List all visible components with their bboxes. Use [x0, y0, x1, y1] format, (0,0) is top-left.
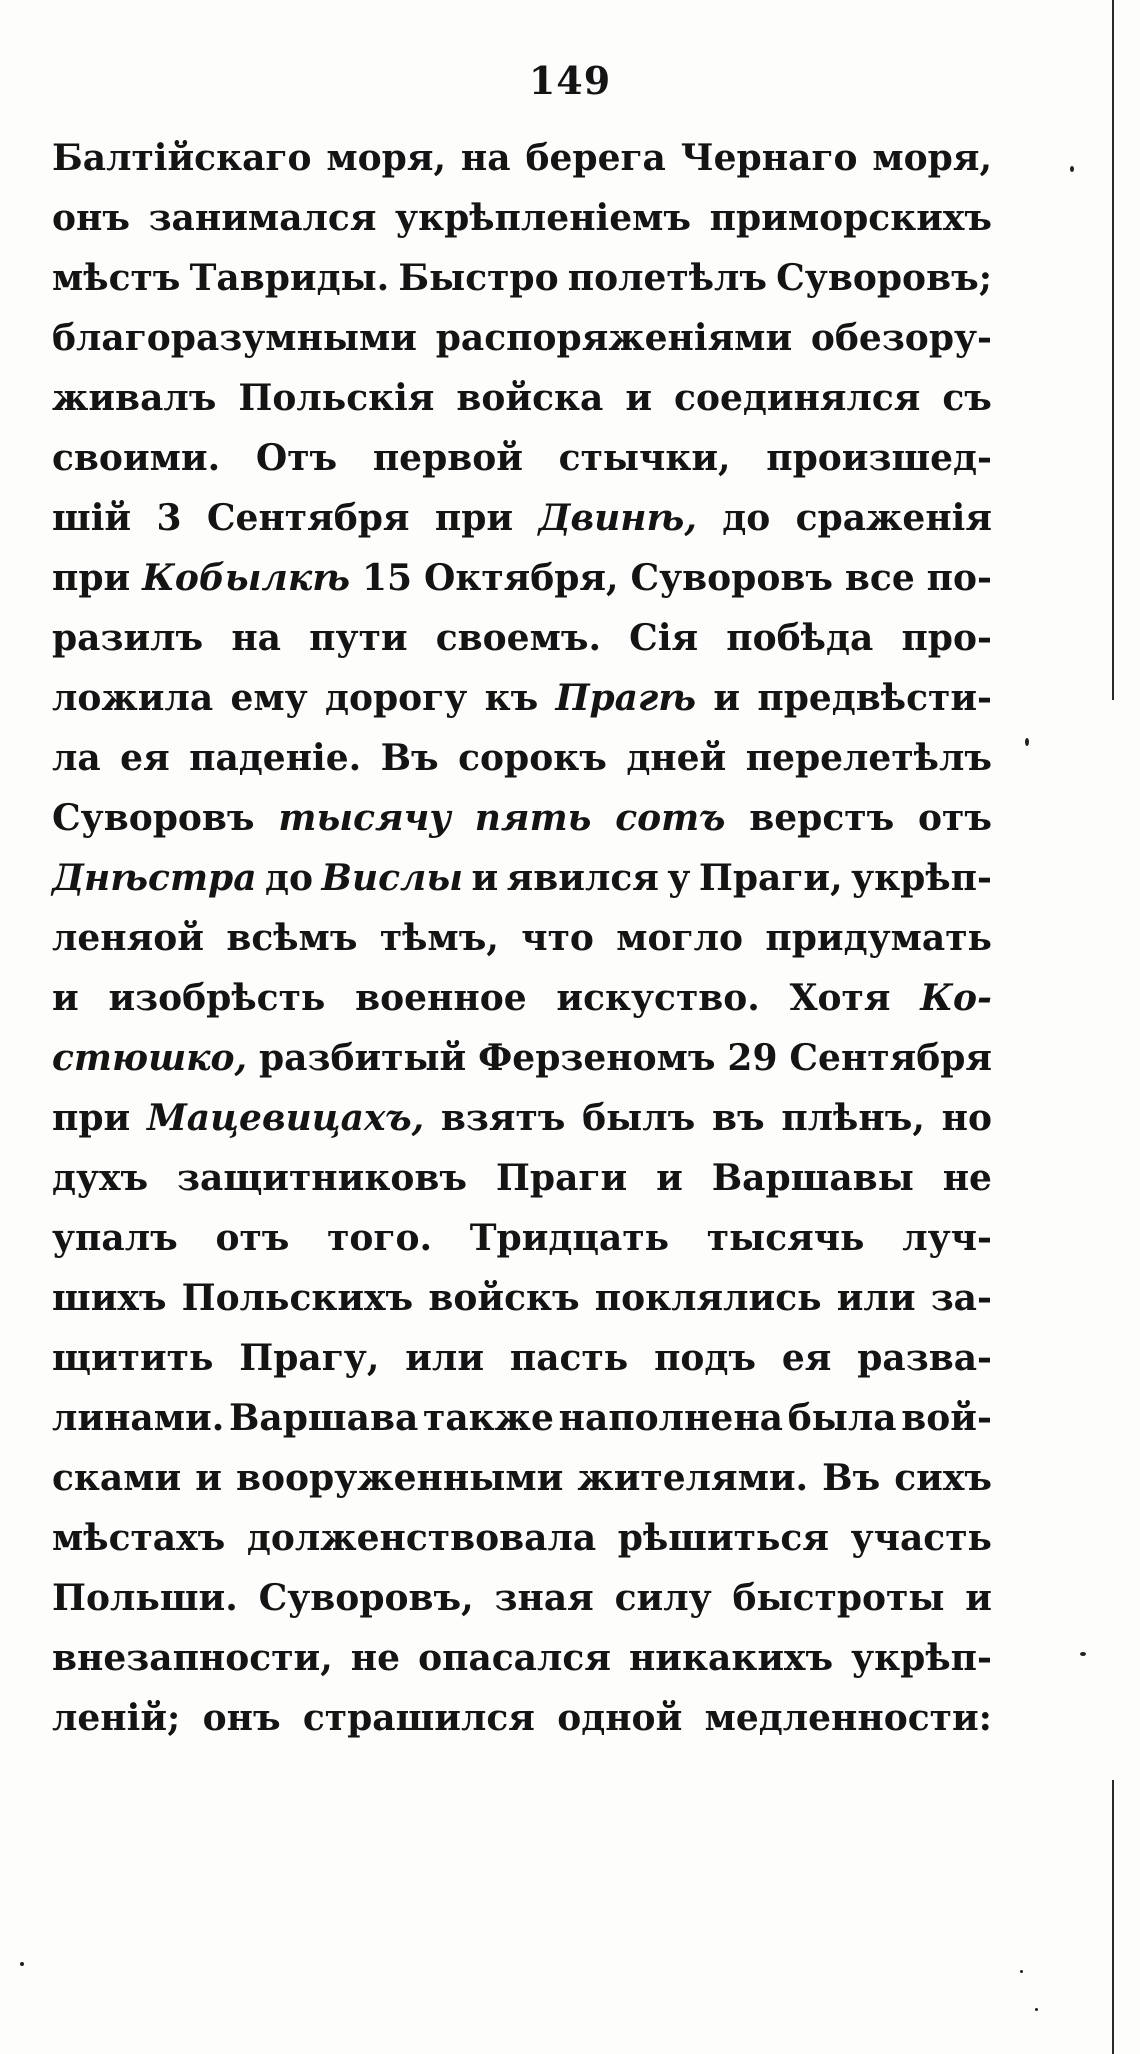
word: ему	[230, 677, 308, 719]
word: сками	[52, 1457, 182, 1499]
word: произшед-	[766, 437, 992, 479]
word: отъ	[215, 1217, 290, 1259]
word: или	[405, 1337, 485, 1379]
word: тѣмъ,	[379, 917, 499, 959]
word: леній;	[52, 1697, 181, 1739]
word: дней	[626, 737, 727, 779]
word: укрѣп-	[851, 857, 992, 899]
word: перелетѣлъ	[745, 737, 992, 779]
word: щитить	[52, 1337, 214, 1379]
word: Въ	[380, 737, 439, 779]
page-number: 149	[528, 58, 612, 103]
word: сорокъ	[458, 737, 607, 779]
word: ложила	[52, 677, 214, 719]
word: съ	[942, 377, 992, 419]
word: и	[471, 857, 499, 899]
text-line	[52, 1568, 992, 1628]
word: благоразумными	[52, 317, 417, 359]
word: Сія	[629, 617, 699, 659]
word: Суворовъ,	[258, 1577, 474, 1619]
word: 3	[156, 497, 182, 539]
word: первой	[372, 437, 523, 479]
text-line	[52, 1688, 992, 1748]
page-edge-rule	[1112, 1780, 1114, 2054]
word: долженствовала	[246, 1517, 597, 1559]
word: плѣнъ,	[781, 1097, 925, 1139]
word: Сентября	[206, 497, 410, 539]
text-line	[52, 1628, 992, 1688]
word: и	[195, 1457, 222, 1499]
word: Тавриды.	[189, 257, 390, 299]
word: защитниковъ	[177, 1157, 467, 1199]
word: тысячь	[706, 1217, 865, 1259]
word: военное	[355, 977, 527, 1019]
word: участь	[850, 1517, 992, 1559]
word: Чернаго	[680, 137, 858, 179]
word: Кобылкѣ	[142, 557, 351, 599]
word: дорогу	[324, 677, 468, 719]
text-line	[52, 548, 992, 608]
word: при	[52, 1097, 131, 1139]
word: обезору-	[810, 317, 992, 359]
word: Праги	[495, 1157, 628, 1199]
word: при	[52, 557, 131, 599]
word: упалъ	[52, 1217, 178, 1259]
text-line	[52, 488, 992, 548]
word: про-	[901, 617, 992, 659]
word: полетѣлъ	[567, 257, 768, 299]
word: до	[265, 857, 314, 899]
text-line	[52, 308, 992, 368]
word: занимался	[148, 197, 377, 239]
word: пасть	[509, 1337, 629, 1379]
word: Хотя	[789, 977, 891, 1019]
word: не	[942, 1157, 992, 1199]
word: мѣстахъ	[52, 1517, 226, 1559]
word: взятъ	[440, 1097, 566, 1139]
word: при	[434, 497, 514, 539]
word: никакихъ	[628, 1637, 834, 1679]
word: мѣстъ	[52, 257, 181, 299]
word: или	[836, 1277, 916, 1319]
word: не	[350, 1637, 401, 1679]
word: разбитый	[258, 1037, 467, 1079]
text-line	[52, 1028, 992, 1088]
word: Мацевицахъ,	[146, 1097, 425, 1139]
word: духъ	[52, 1157, 149, 1199]
word: ея	[781, 1337, 832, 1379]
text-line	[52, 428, 992, 488]
text-line	[52, 188, 992, 248]
word: распоряженіями	[435, 317, 793, 359]
word: могло	[616, 917, 743, 959]
word: Балтійскаго	[52, 137, 312, 179]
word: Октября,	[423, 557, 619, 599]
text-line	[52, 1148, 992, 1208]
word: линами.	[52, 1397, 225, 1439]
word: вой-	[901, 1397, 992, 1439]
word: также	[423, 1397, 554, 1439]
word: была	[787, 1397, 897, 1439]
word: Въ	[822, 1457, 881, 1499]
word: разва-	[857, 1337, 992, 1379]
word: паденіе.	[189, 737, 362, 779]
word: Варшава	[229, 1397, 419, 1439]
text-line	[52, 728, 992, 788]
word: въ	[711, 1097, 765, 1139]
word: шихъ	[52, 1277, 167, 1319]
word: ла	[52, 737, 101, 779]
text-line	[52, 128, 992, 188]
word: разилъ	[52, 617, 204, 659]
text-line	[52, 788, 992, 848]
page-edge-rule	[1112, 0, 1114, 700]
word: Вислы	[321, 857, 464, 899]
word: Прагѣ	[555, 677, 697, 719]
word: до	[722, 497, 771, 539]
word: на	[460, 137, 511, 179]
word: онъ	[202, 1697, 281, 1739]
word: Быстро	[398, 257, 559, 299]
word: Прагу,	[239, 1337, 380, 1379]
word: Суворовъ	[630, 557, 833, 599]
word: Тридцать	[469, 1217, 670, 1259]
word: стычки,	[558, 437, 731, 479]
word: у	[667, 857, 691, 899]
word: 29	[727, 1037, 778, 1079]
word: отъ	[918, 797, 992, 839]
word: поклялись	[594, 1277, 822, 1319]
word: страшился	[302, 1697, 535, 1739]
word: изобрѣсть	[108, 977, 326, 1019]
scan-speck	[1035, 2008, 1038, 2011]
word: Праги,	[698, 857, 843, 899]
word: на	[231, 617, 282, 659]
word: что	[521, 917, 594, 959]
word: придумать	[765, 917, 992, 959]
word: Двинѣ,	[538, 497, 697, 539]
word: моря,	[872, 137, 992, 179]
word: пять	[474, 797, 592, 839]
word: за-	[930, 1277, 992, 1319]
word: медленности:	[704, 1697, 992, 1739]
word: своемъ.	[435, 617, 602, 659]
word: одной	[557, 1697, 683, 1739]
scan-speck	[20, 1962, 24, 1966]
word: приморскихъ	[709, 197, 992, 239]
text-line	[52, 1448, 992, 1508]
text-line	[52, 368, 992, 428]
scan-speck	[1080, 1652, 1086, 1656]
word: Ферзеномъ	[478, 1037, 716, 1079]
word: вооруженными	[236, 1457, 564, 1499]
word: верстъ	[749, 797, 895, 839]
word: рѣшиться	[617, 1517, 829, 1559]
word: и	[52, 977, 79, 1019]
word: побѣда	[726, 617, 874, 659]
word: берега	[525, 137, 666, 179]
word: зная	[494, 1577, 594, 1619]
text-line	[52, 1088, 992, 1148]
word: по-	[926, 557, 992, 599]
word: Отъ	[255, 437, 338, 479]
word: къ	[484, 677, 539, 719]
word: быстроты	[732, 1577, 945, 1619]
text-line	[52, 1388, 992, 1448]
word: моря,	[326, 137, 446, 179]
word: былъ	[582, 1097, 696, 1139]
scan-speck	[1070, 166, 1074, 172]
word: луч-	[902, 1217, 992, 1259]
word: все	[844, 557, 915, 599]
text-line	[52, 1268, 992, 1328]
word: леняой	[52, 917, 204, 959]
word: Польскихъ	[181, 1277, 414, 1319]
word: того.	[327, 1217, 433, 1259]
text-line	[52, 908, 992, 968]
word: сихъ	[894, 1457, 992, 1499]
word: и	[656, 1157, 683, 1199]
word: Суворовъ;	[776, 257, 992, 299]
word: живалъ	[52, 377, 217, 419]
word: Сентября	[789, 1037, 992, 1079]
text-line	[52, 248, 992, 308]
word: Ко-	[920, 977, 992, 1019]
scan-speck	[1025, 738, 1029, 746]
text-line	[52, 608, 992, 668]
word: Днѣстра	[52, 857, 257, 899]
word: но	[941, 1097, 992, 1139]
word: и	[965, 1577, 992, 1619]
word: явился	[506, 857, 659, 899]
word: наполнена	[558, 1397, 783, 1439]
word: сраженія	[795, 497, 992, 539]
word: и	[713, 677, 741, 719]
word: стюшко,	[52, 1037, 248, 1079]
word: жителями.	[577, 1457, 809, 1499]
body-text	[52, 128, 992, 1748]
word: подъ	[654, 1337, 757, 1379]
word: Польскія	[238, 377, 435, 419]
word: войскъ	[428, 1277, 580, 1319]
word: внезапности,	[52, 1637, 333, 1679]
text-line	[52, 848, 992, 908]
word: своими.	[52, 437, 221, 479]
word: и	[625, 377, 653, 419]
word: тысячу	[278, 797, 451, 839]
text-line	[52, 968, 992, 1028]
text-line	[52, 1328, 992, 1388]
word: Польши.	[52, 1577, 238, 1619]
word: пути	[309, 617, 408, 659]
word: Варшавы	[711, 1157, 914, 1199]
word: укрѣпленіемъ	[395, 197, 692, 239]
word: предвѣсти-	[757, 677, 992, 719]
text-line	[52, 668, 992, 728]
word: Суворовъ	[52, 797, 255, 839]
word: силу	[614, 1577, 712, 1619]
word: войска	[456, 377, 604, 419]
word: укрѣп-	[851, 1637, 992, 1679]
word: шій	[52, 497, 132, 539]
word: 15	[361, 557, 413, 599]
text-line	[52, 1208, 992, 1268]
scan-speck	[1020, 1970, 1023, 1973]
word: ея	[120, 737, 170, 779]
text-line	[52, 1508, 992, 1568]
word: искуство.	[556, 977, 760, 1019]
word: опасался	[418, 1637, 611, 1679]
word: онъ	[52, 197, 130, 239]
word: всѣмъ	[226, 917, 358, 959]
word: сотъ	[615, 797, 726, 839]
word: соединялся	[674, 377, 921, 419]
